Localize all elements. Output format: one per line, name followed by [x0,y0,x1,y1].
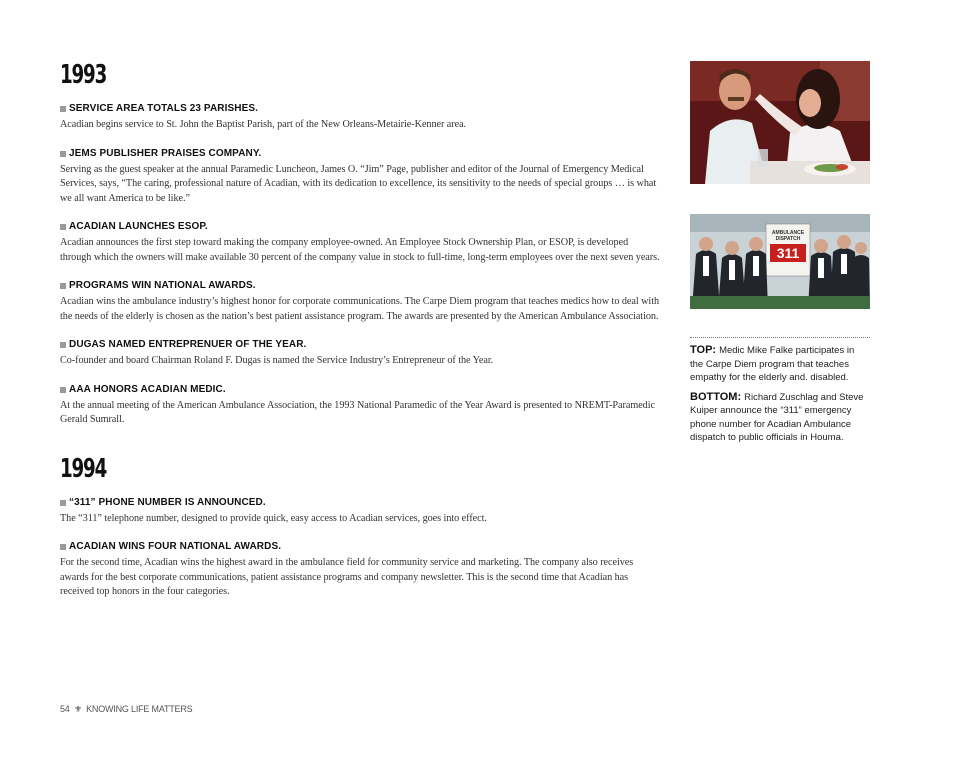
timeline-entry [60,541,660,600]
year-section-1994 [60,454,660,600]
sign-line-1: AMBULANCE [771,230,805,236]
entry-body: The “311” telephone number, designed to provide quick, easy access to Acadian services, goes into effect. [60,512,487,524]
fleur-de-lis-icon: ⚜ [73,704,82,714]
timeline-entry [60,221,660,265]
square-bullet-icon [60,106,66,112]
timeline-entry [60,339,660,369]
caption-top [690,344,870,385]
square-bullet-icon [60,387,66,393]
entry-body: Co-founder and board Chairman Roland F. Dugas is named the Service Industry’s Entrepreneur of the Year. [60,355,494,366]
entry-body: Acadian wins the ambulance industry’s highest honor for corporate communications. The Carpe Diem program that teaches medics how to deal with the needs of the elderly is chosen as the nation’s best patient assistance program. The awards are presented by the American Ambulance Association. [60,296,660,322]
photo-bottom-image [690,214,870,309]
entry-title: PROGRAMS WIN NATIONAL AWARDS. [69,280,256,291]
entry-heading [60,280,660,292]
entry-title: JEMS PUBLISHER PRAISES COMPANY. [69,147,262,159]
square-bullet-icon [60,151,66,157]
caption-label: BOTTOM: [690,390,742,403]
entry-body: At the annual meeting of the American Ambulance Association, the 1993 National Paramedic of the Year Award is presented to NREMT-Paramedic Gerald Sumrall. [60,399,655,425]
entry-heading [60,339,660,351]
caption-text: Medic Mike Falke participates in the Carpe Diem program that teaches empathy for the elderly and. disabled. [690,345,855,383]
entry-heading [60,497,660,509]
caption-label: TOP: [690,344,717,356]
photo-bottom [690,214,870,309]
year-heading: 1993 [60,60,107,90]
entry-title: DUGAS NAMED ENTREPRENUER OF THE YEAR. [69,339,307,350]
photo-top-image [690,61,870,184]
entry-heading [60,103,660,115]
timeline-entry [60,280,660,324]
entry-heading [60,148,660,160]
caption-bottom [690,391,870,445]
entry-title: SERVICE AREA TOTALS 23 PARISHES. [69,103,258,114]
page-footer [60,704,192,715]
square-bullet-icon [60,544,66,550]
entry-title: ACADIAN WINS FOUR NATIONAL AWARDS. [69,541,282,552]
square-bullet-icon [60,342,66,348]
sign-number: 311 [776,245,800,261]
entry-body: Acadian begins service to St. John the Baptist Parish, part of the New Orleans-Metairie-Kenner area. [60,119,467,130]
year-section-1993 [60,60,660,428]
timeline-entry [60,497,660,527]
year-heading: 1994 [60,453,107,484]
entry-body: Serving as the guest speaker at the annual Paramedic Luncheon, James O. “Jim” Page, publisher and editor of the Journal of Emergency Medical Services, says, “The caring, professional nature of Acadian, with its dedication to excellence, its sensitivity to the needs of special groups … is what we all want America to be like.” [60,163,657,204]
timeline-entry [60,148,660,207]
entry-heading [60,384,660,396]
main-column [60,60,660,600]
square-bullet-icon [60,283,66,289]
photo-top [690,61,870,184]
caption-text: Richard Zuschlag and Steve Kuiper announce the “311” emergency phone number for Acadian Ambulance dispatch to public officials in Houma. [690,391,864,443]
sidebar [690,61,870,445]
entry-heading [60,541,660,553]
entry-body: For the second time, Acadian wins the highest award in the ambulance field for community service and marketing. The company also receives awards for the best corporate communications, patient assistance programs and company newsletter. This is the second time that Acadian has received top honors in the four categories. [60,557,634,597]
page-number: 54 [60,704,70,714]
square-bullet-icon [60,500,66,506]
square-bullet-icon [60,224,66,230]
entry-title: “311” PHONE NUMBER IS ANNOUNCED. [69,496,266,508]
entry-body: Acadian announces the first step toward making the company employee-owned. An Employee Stock Ownership Plan, or ESOP, is developed through which the owners will make available 30 percent of the company value in stock to full-time, long-term employees over the next seven years. [60,237,660,263]
caption-divider [690,337,870,338]
entry-title: AAA HONORS ACADIAN MEDIC. [69,383,226,395]
sign-line-2: DISPATCH [775,236,801,242]
entry-title: ACADIAN LAUNCHES ESOP. [69,221,208,232]
footer-title: KNOWING LIFE MATTERS [86,704,193,714]
timeline-entry [60,384,660,428]
entry-heading [60,221,660,233]
timeline-entry [60,103,660,133]
